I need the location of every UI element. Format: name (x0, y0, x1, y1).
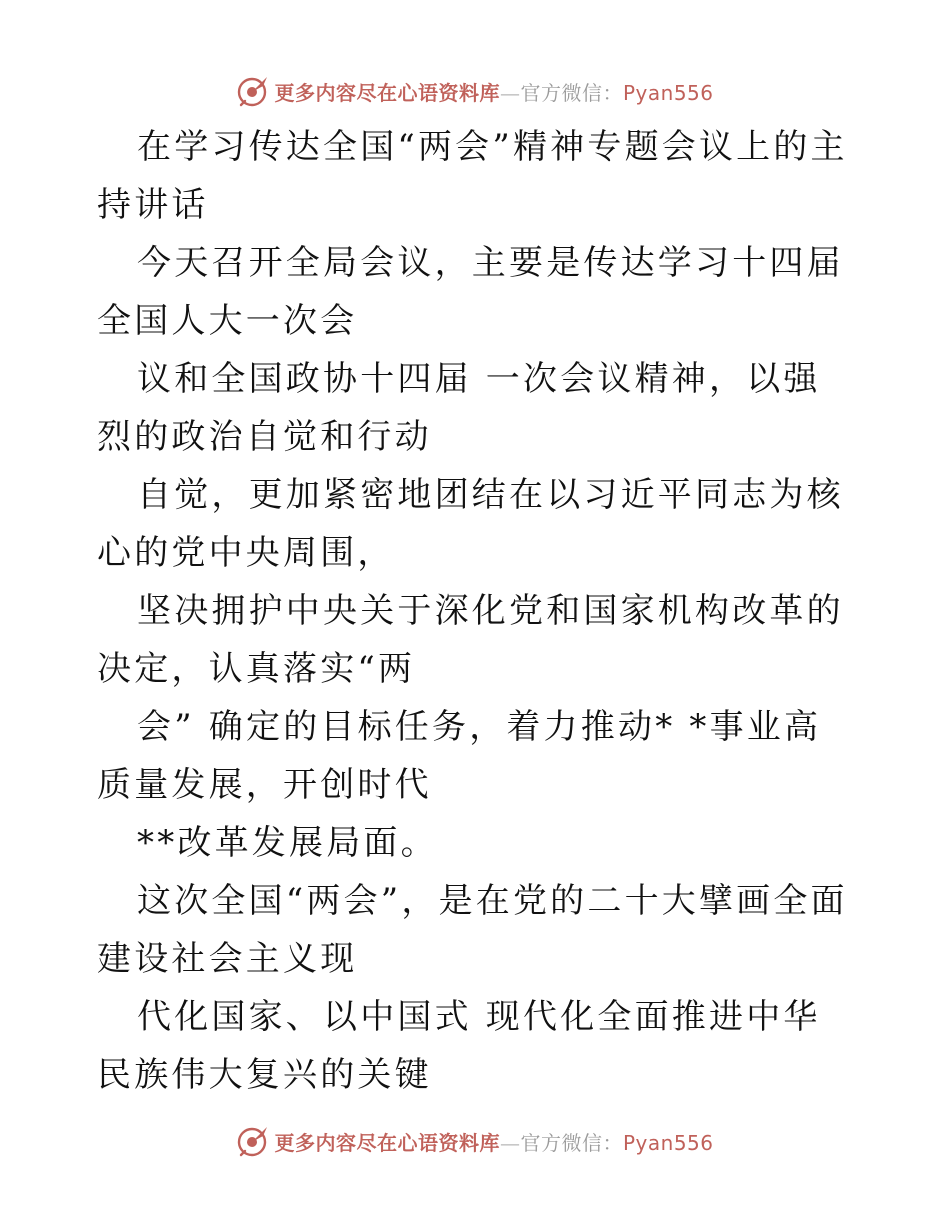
quill-pen-icon (236, 1124, 270, 1158)
banner-brand: 更多内容尽在心语资料库 (274, 1130, 500, 1155)
paragraph: 自觉，更加紧密地团结在以习近平同志为核 心的党中央周围， (97, 475, 844, 573)
paragraph: 议和全国政协十四届 一次会议精神，以强烈的政治自觉和行动 (97, 359, 821, 457)
quill-pen-icon (236, 74, 270, 108)
banner-official-label: 官方微信： (520, 80, 623, 105)
banner-dash: — (499, 1130, 521, 1155)
header-watermark-banner (0, 71, 950, 111)
banner-official-label: 官方微信： (520, 1130, 623, 1155)
paragraph: 坚决拥护中央关于深化党和国家机构改革的决定，认真落实“两 (97, 591, 844, 689)
document-body (97, 118, 857, 1104)
paragraph: 会” 确定的目标任务，着力推动* *事业高质量发展，开创时代 (97, 707, 822, 805)
paragraph: 在学习传达全国“两会”精神专题会议上的主持讲话 (97, 127, 848, 225)
paragraph: 今天召开全局会议，主要是传达学习十四届全国人大一次会 (97, 243, 844, 341)
banner-text (274, 77, 713, 106)
banner-text (274, 1127, 713, 1156)
paragraph: 这次全国“两会”，是在党的二十大擘画全面建设社会主义现 (97, 881, 848, 979)
banner-dash: — (499, 80, 521, 105)
paragraph: 代化国家、以中国式 现代化全面推进中华民族伟大复兴的关键 (97, 997, 821, 1095)
paragraph: **改革发展局面。 (137, 823, 438, 863)
banner-brand: 更多内容尽在心语资料库 (274, 80, 500, 105)
banner-handle: Pyan556 (622, 80, 714, 105)
footer-watermark-banner (0, 1121, 950, 1161)
banner-handle: Pyan556 (622, 1130, 714, 1155)
